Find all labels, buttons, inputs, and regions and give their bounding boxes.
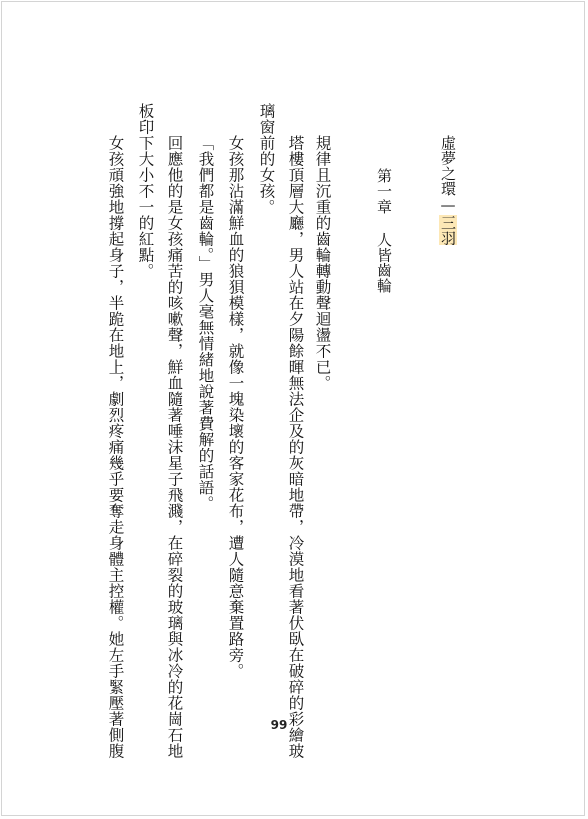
running-header [440, 135, 455, 245]
author-name: 三羽 [439, 214, 457, 246]
body-column-3: 璃窗前的女孩。 [257, 103, 276, 215]
body-column-6: 回應他的是女孩痛苦的咳嗽聲，鮮血隨著唾沫星子飛濺，在碎裂的玻璃與冰冷的花崗石地 [165, 135, 184, 759]
body-column-1: 規律且沉重的齒輪轉動聲迴盪不已。 [313, 135, 332, 391]
chapter-heading [376, 168, 391, 293]
body-column-7: 板印下大小不一的紅點。 [136, 103, 155, 279]
body-column-2: 塔樓頂層大廳，男人站在夕陽餘暉無法企及的灰暗地帶，冷漠地看著伏臥在破碎的彩繪玻 [286, 135, 305, 759]
chapter-number: 第一章 [375, 168, 393, 214]
header-dash: — [439, 196, 457, 215]
body-column-5: 「我們都是齒輪。」男人毫無情緒地說著費解的話語。 [196, 135, 215, 512]
page-number: 99 [270, 718, 288, 732]
body-column-4: 女孩那沾滿鮮血的狼狽模樣，就像一塊染壞的客家花布，遭人隨意棄置路旁。 [226, 135, 245, 679]
body-column-8: 女孩頑強地撐起身子，半跪在地上，劇烈疼痛幾乎要奪走身體主控權。她左手緊壓著側腹 [106, 135, 125, 759]
chapter-title: 人皆齒輪 [375, 231, 393, 294]
book-title: 虛夢之環 [439, 135, 457, 197]
